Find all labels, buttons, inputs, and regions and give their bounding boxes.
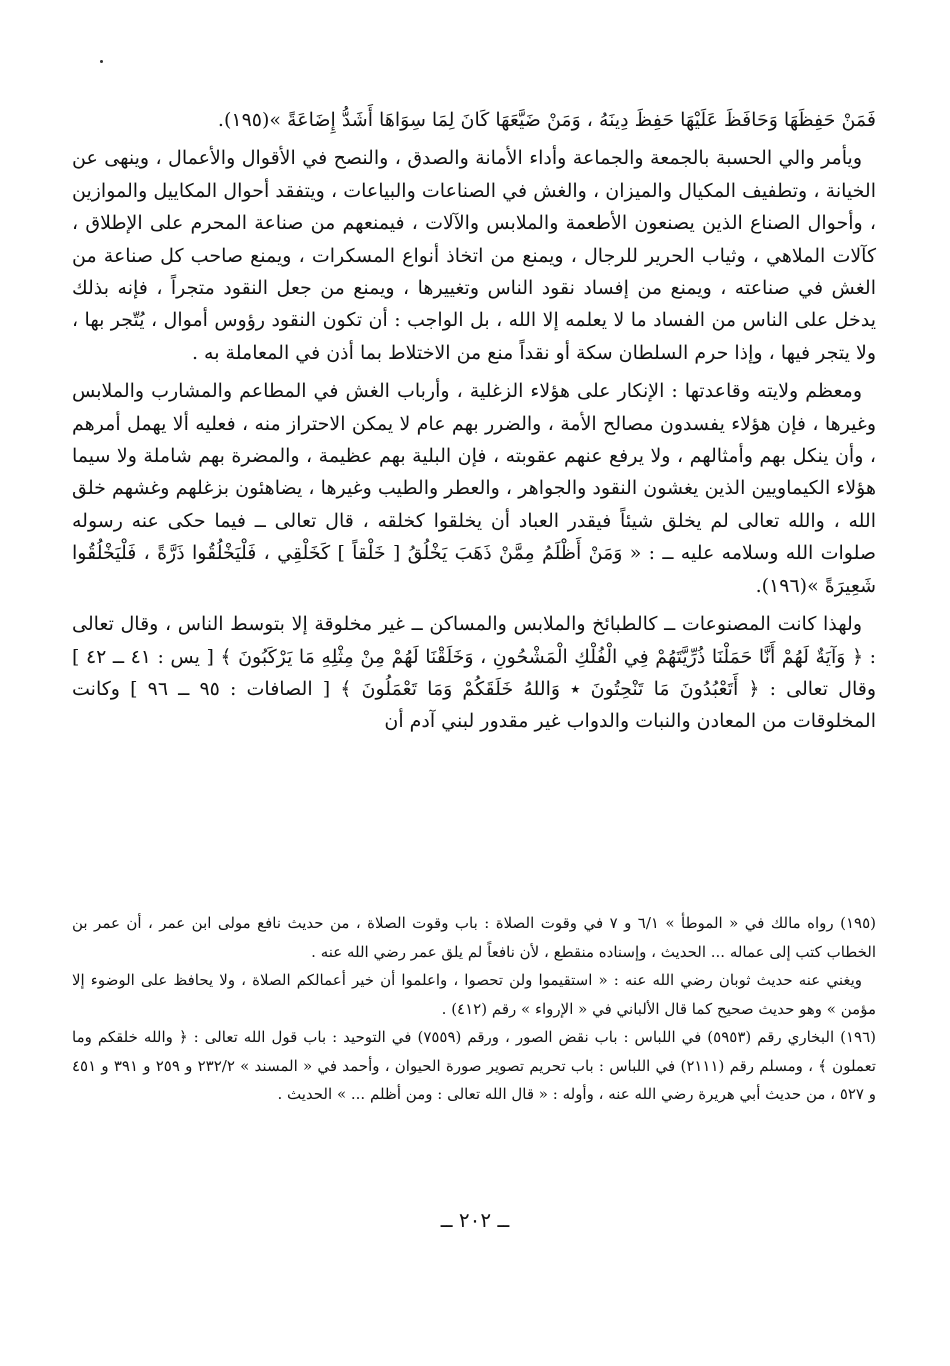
paragraph-manufactured-things: ولهذا كانت المصنوعات ــ كالطبائخ والملابس والمساكن ــ غير مخلوقة إلا بتوسط الناس ، وقال تعالى : ﴿ وَآيَةٌ لَهُمْ أَنَّا حَمَلْنَا ذُرِّيَّتَهُمْ فِي الْفُلْكِ الْمَشْحُونِ ، وَخَلَقْنَا لَهُمْ مِنْ مِثْلِهِ مَا يَرْكَبُونَ ﴾ [ يس : ٤١ ــ ٤٢ ] وقال تعالى : ﴿ أَتَعْبُدُونَ مَا تَنْحِتُونَ ٭ وَاللهُ خَلَقَكُمْ وَمَا تَعْمَلُونَ ﴾ [ الصافات : ٩٥ ــ ٩٦ ] وكانت المخلوقات من المعادن والنبات والدواب غير مقدور لبني آدم أن [72,613,877,733]
footnotes [72,909,876,1109]
paragraph-hisba-duties: ويأمر والي الحسبة بالجمعة والجماعة وأداء الأمانة والصدق ، والنصح في الأقوال والأعمال ، وينهى عن الخيانة ، وتطفيف المكيال والميزان ، والغش في الصناعات والبياعات ، ويتفقد أحوال المكاييل والموازين ، وأحوال الصناع الذين يصنعون الأطعمة والملابس والآلات ، فيمنعهم من صناعة المحرم على الإطلاق ، كآلات الملاهي ، وثياب الحرير للرجال ، ويمنع من اتخاذ أنواع المسكرات ، ويمنع صاحب كل صناعة من الغش في صناعته ، ويمنع من إفساد نقود الناس وتغييرها ، ويمنع من جعل النقود متجراً ، فإنه بذلك يدخل على الناس من الفساد ما لا يعلمه إلا الله ، بل الواجب : أن تكون النقود رؤوس أموال ، يُتّجر بها ، ولا يتجر فيها ، وإذا حرم السلطان سكة أو نقداً منع من الاختلاط بما أذن في المعاملة به . [72,147,876,364]
page-speck [100,60,103,63]
footnote-195-continued: ويغني عنه حديث ثوبان رضي الله عنه : « استقيموا ولن تحصوا ، واعلموا أن خير أعمالكم الصلاة ، ولا يحافظ على الوضوء إلا مؤمن » وهو حديث صحيح كما قال الألباني في « الإرواء » رقم (٤١٢) . [72,971,876,1018]
paragraph-counterfeiters: ومعظم ولايته وقاعدتها : الإنكار على هؤلاء الزغلية ، وأرباب الغش في المطاعم والمشارب والملابس وغيرها ، فإن هؤلاء يفسدون مصالح الأمة ، والضرر بهم عام لا يمكن الاحتراز منه ، فعليه ألا يهمل أمرهم ، وأن ينكل بهم وأمثالهم ، ولا يرفع عنهم عقوبته ، فإن البلية بهم عظيمة ، والمضرة بهم شاملة ولا سيما هؤلاء الكيماويين الذين يغشون النقود والجواهر ، والعطر والطيب وغيرها ، يضاهئون بزغلهم وغشهم خلق الله ، والله تعالى لم يخلق شيئاً فيقدر العباد أن يخلقوا كخلقه ، قال تعالى ــ فيما حكى عنه رسوله صلوات الله وسلامه عليه ــ : « وَمَنْ أَظْلَمُ مِمَّنْ ذَهَبَ يَخْلُقُ [ خَلْقاً ] كَخَلْقِي ، فَلْيَخْلُقُوا ذَرَّةً ، فَلْيَخْلُقُوا شَعِيرَةً »(١٩٦). [72,380,876,597]
footnote-195: (١٩٥) رواه مالك في « الموطأ » ٦/١ و ٧ في وقوت الصلاة : باب وقوت الصلاة ، من حديث نافع مولى ابن عمر ، أن عمر بن الخطاب كتب إلى عماله ... الحديث ، وإسناده منقطع ، لأن نافعاً لم يلق عمر رضي الله عنه . [72,914,877,961]
paragraph-hadith-ending: فَمَنْ حَفِظَهَا وَحَافَظَ عَلَيْهَا حَفِظَ دِينَهُ ، وَمَنْ ضَيَّعَهَا كَانَ لِمَا سِوَاهَا أَشَدُّ إِضَاعَةً »(١٩٥). [217,109,876,131]
footnote-196: (١٩٦) البخاري رقم (٥٩٥٣) في اللباس : باب نقض الصور ، ورقم (٧٥٥٩) في التوحيد : باب قول الله تعالى : ﴿ والله خلقكم وما تعملون ﴾ ، ومسلم رقم (٢١١١) في اللباس : باب تحريم تصوير صورة الحيوان ، وأحمد في « المسند » ٢٣٢/٢ و ٢٥٩ و ٣٩١ و ٤٥١ و ٥٢٧ ، من حديث أبي هريرة رضي الله عنه ، وأوله : « قال الله تعالى : ومن أظلم ... » الحديث . [72,1028,876,1103]
main-text-body [72,104,876,744]
page-number: ــ ٢٠٢ ــ [440,1208,510,1232]
